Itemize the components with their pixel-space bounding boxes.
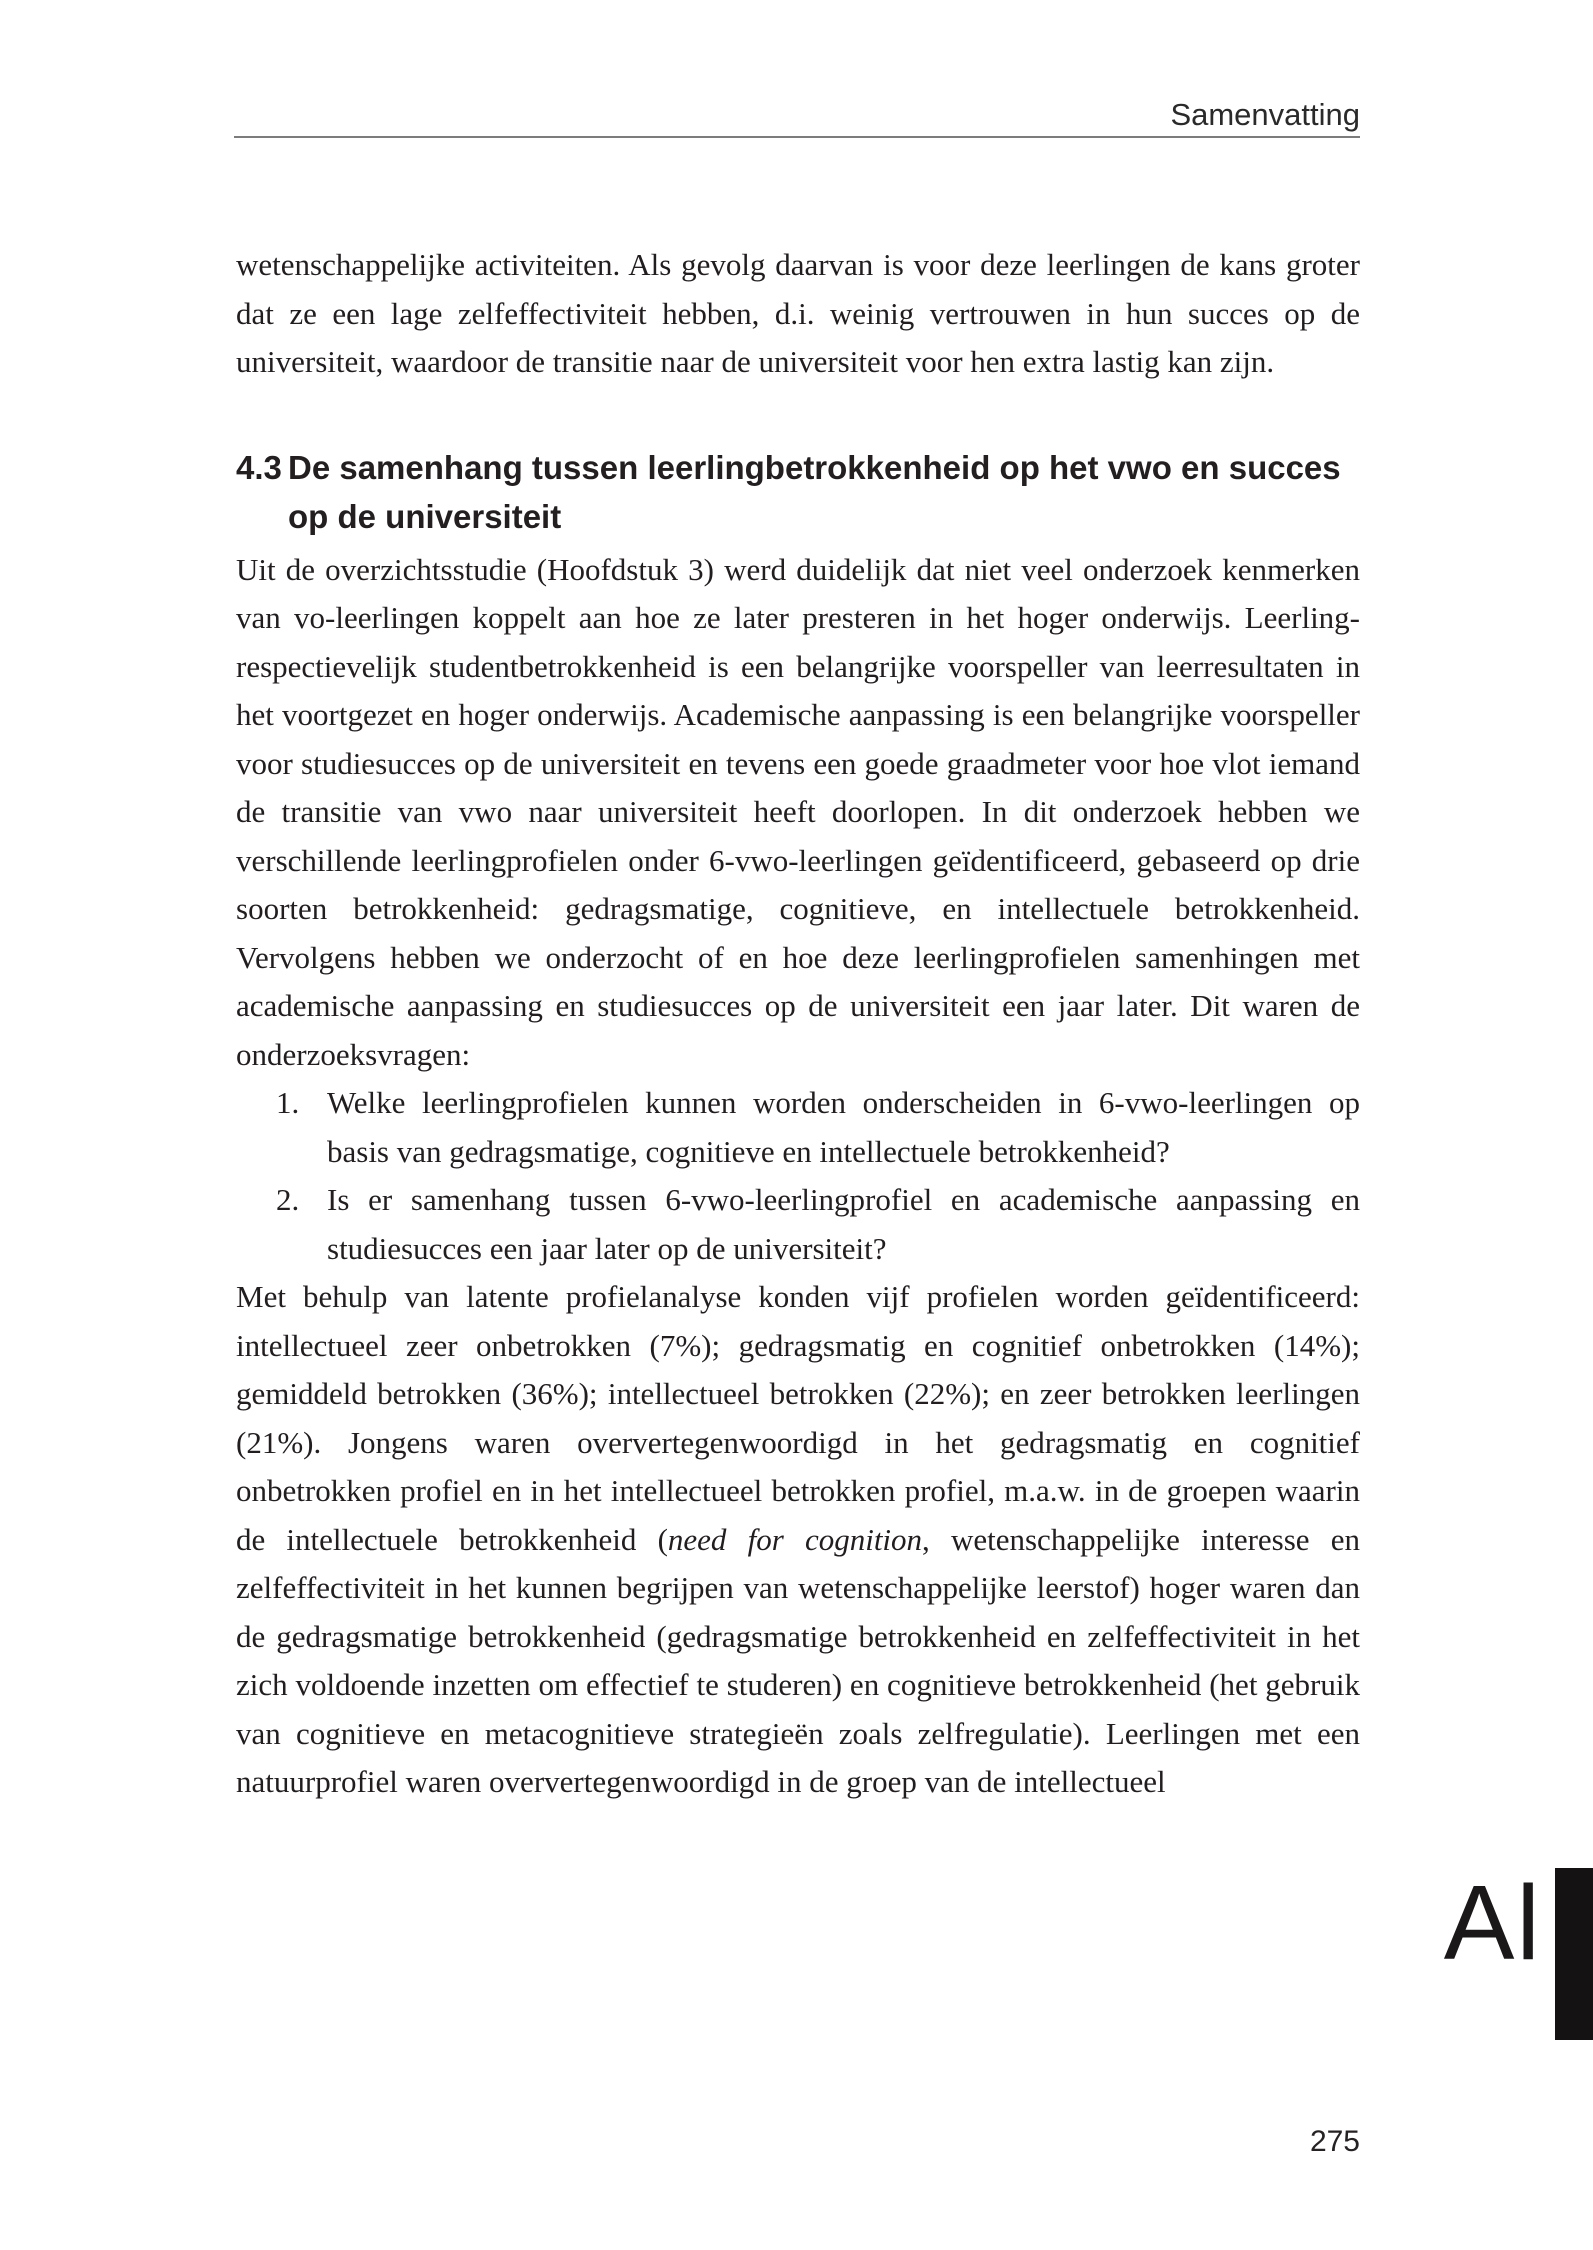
paragraph-study: Uit de overzichtsstudie (Hoofdstuk 3) werd duidelijk dat niet veel onderzoek kenmerken van vo-leerlingen koppelt aan hoe ze later presteren in het hoger onderwijs. Leerling- respectievelijk studentbetrokkenheid is een belangrijke voorspeller van leerresultaten in het voortgezet en hoger onderwijs. Academische aanpassing is een belangrijke voorspeller voor studiesucces op de universiteit en tevens een goede graadmeter voor hoe vlot iemand de transitie van vwo naar universiteit heeft doorlopen. In dit onderzoek hebben we verschillende leerlingprofielen onder 6-vwo-leerlingen geïdentificeerd, gebaseerd op drie soorten betrokkenheid: gedragsmatige, cognitieve, en intellectuele betrokkenheid. Vervolgens hebben we onderzocht of en hoe deze leerlingprofielen samenhingen met academische aanpassing en studiesucces op de universiteit een jaar later. Dit waren de onderzoeksvragen: — [236, 551, 1360, 1072]
paragraph-intro: wetenschappelijke activiteiten. Als gevolg daarvan is voor deze leerlingen de kans groter dat ze een lage zelfeffectiviteit hebben, d.i. weinig vertrouwen in hun succes op de universiteit, waardoor de transitie naar de universiteit voor hen extra lastig kan zijn. — [236, 247, 1360, 379]
section-number: 4.3 — [236, 448, 282, 486]
section-title: De samenhang tussen leerlingbetrokkenheid op het vwo en succes op de universiteit — [288, 448, 1341, 535]
thumb-tab — [1555, 1868, 1593, 2040]
running-head: Samenvatting — [1170, 97, 1360, 132]
research-questions-list — [236, 1079, 1360, 1273]
italic-term-need-for-cognition: need for cognition — [667, 1521, 923, 1557]
list-item-question-1 — [236, 1079, 1360, 1176]
page-number: 275 — [1309, 2125, 1360, 2158]
paragraph-results — [236, 1273, 1360, 1807]
list-number: 2. — [276, 1182, 300, 1217]
results-text-start: Met behulp van latente profielanalyse konden vijf profielen worden geïdentificeerd: intellectueel zeer onbetrokken (7%); gedragsmatig en cognitief onbetrokken (14%); gemiddeld betrokken (36%); intellectueel betrokken (22%); en zeer betrokken leerlingen (21%). Jongens waren oververtegenwoordigd in het gedragsmatig en cognitief onbetrokken profiel en in het intellectueel betrokken profiel, m.a.w. in de groepen waarin de intellectuele betrokkenheid ( — [236, 1279, 1360, 1557]
section-heading — [236, 443, 1360, 541]
list-number: 1. — [276, 1085, 300, 1120]
list-text: Is er samenhang tussen 6-vwo-leerlingprofiel en academische aanpassing en studiesucces een jaar later op de universiteit? — [327, 1182, 1360, 1266]
results-text-end: , wetenschappelijke interesse en zelfeffectiviteit in het kunnen begrijpen van wetenschappelijke leerstof) hoger waren dan de gedragsmatige betrokkenheid (gedragsmatige betrokkenheid en zelfeffectiviteit in het zich voldoende inzetten om effectief te studeren) en cognitieve betrokkenheid (het gebruik van cognitieve en metacognitieve strategieën zoals zelfregulatie). Leerlingen met een natuurprofiel waren oververtegenwoordigd in de groep van de intellectueel — [236, 1521, 1360, 1799]
page-body — [236, 241, 1360, 1807]
list-item-question-2 — [236, 1176, 1360, 1273]
header-rule — [234, 136, 1360, 138]
list-text: Welke leerlingprofielen kunnen worden onderscheiden in 6-vwo-leerlingen op basis van gedragsmatige, cognitieve en intellectuele betrokkenheid? — [327, 1085, 1360, 1169]
thumb-tab-label: Al — [1443, 1864, 1542, 1982]
